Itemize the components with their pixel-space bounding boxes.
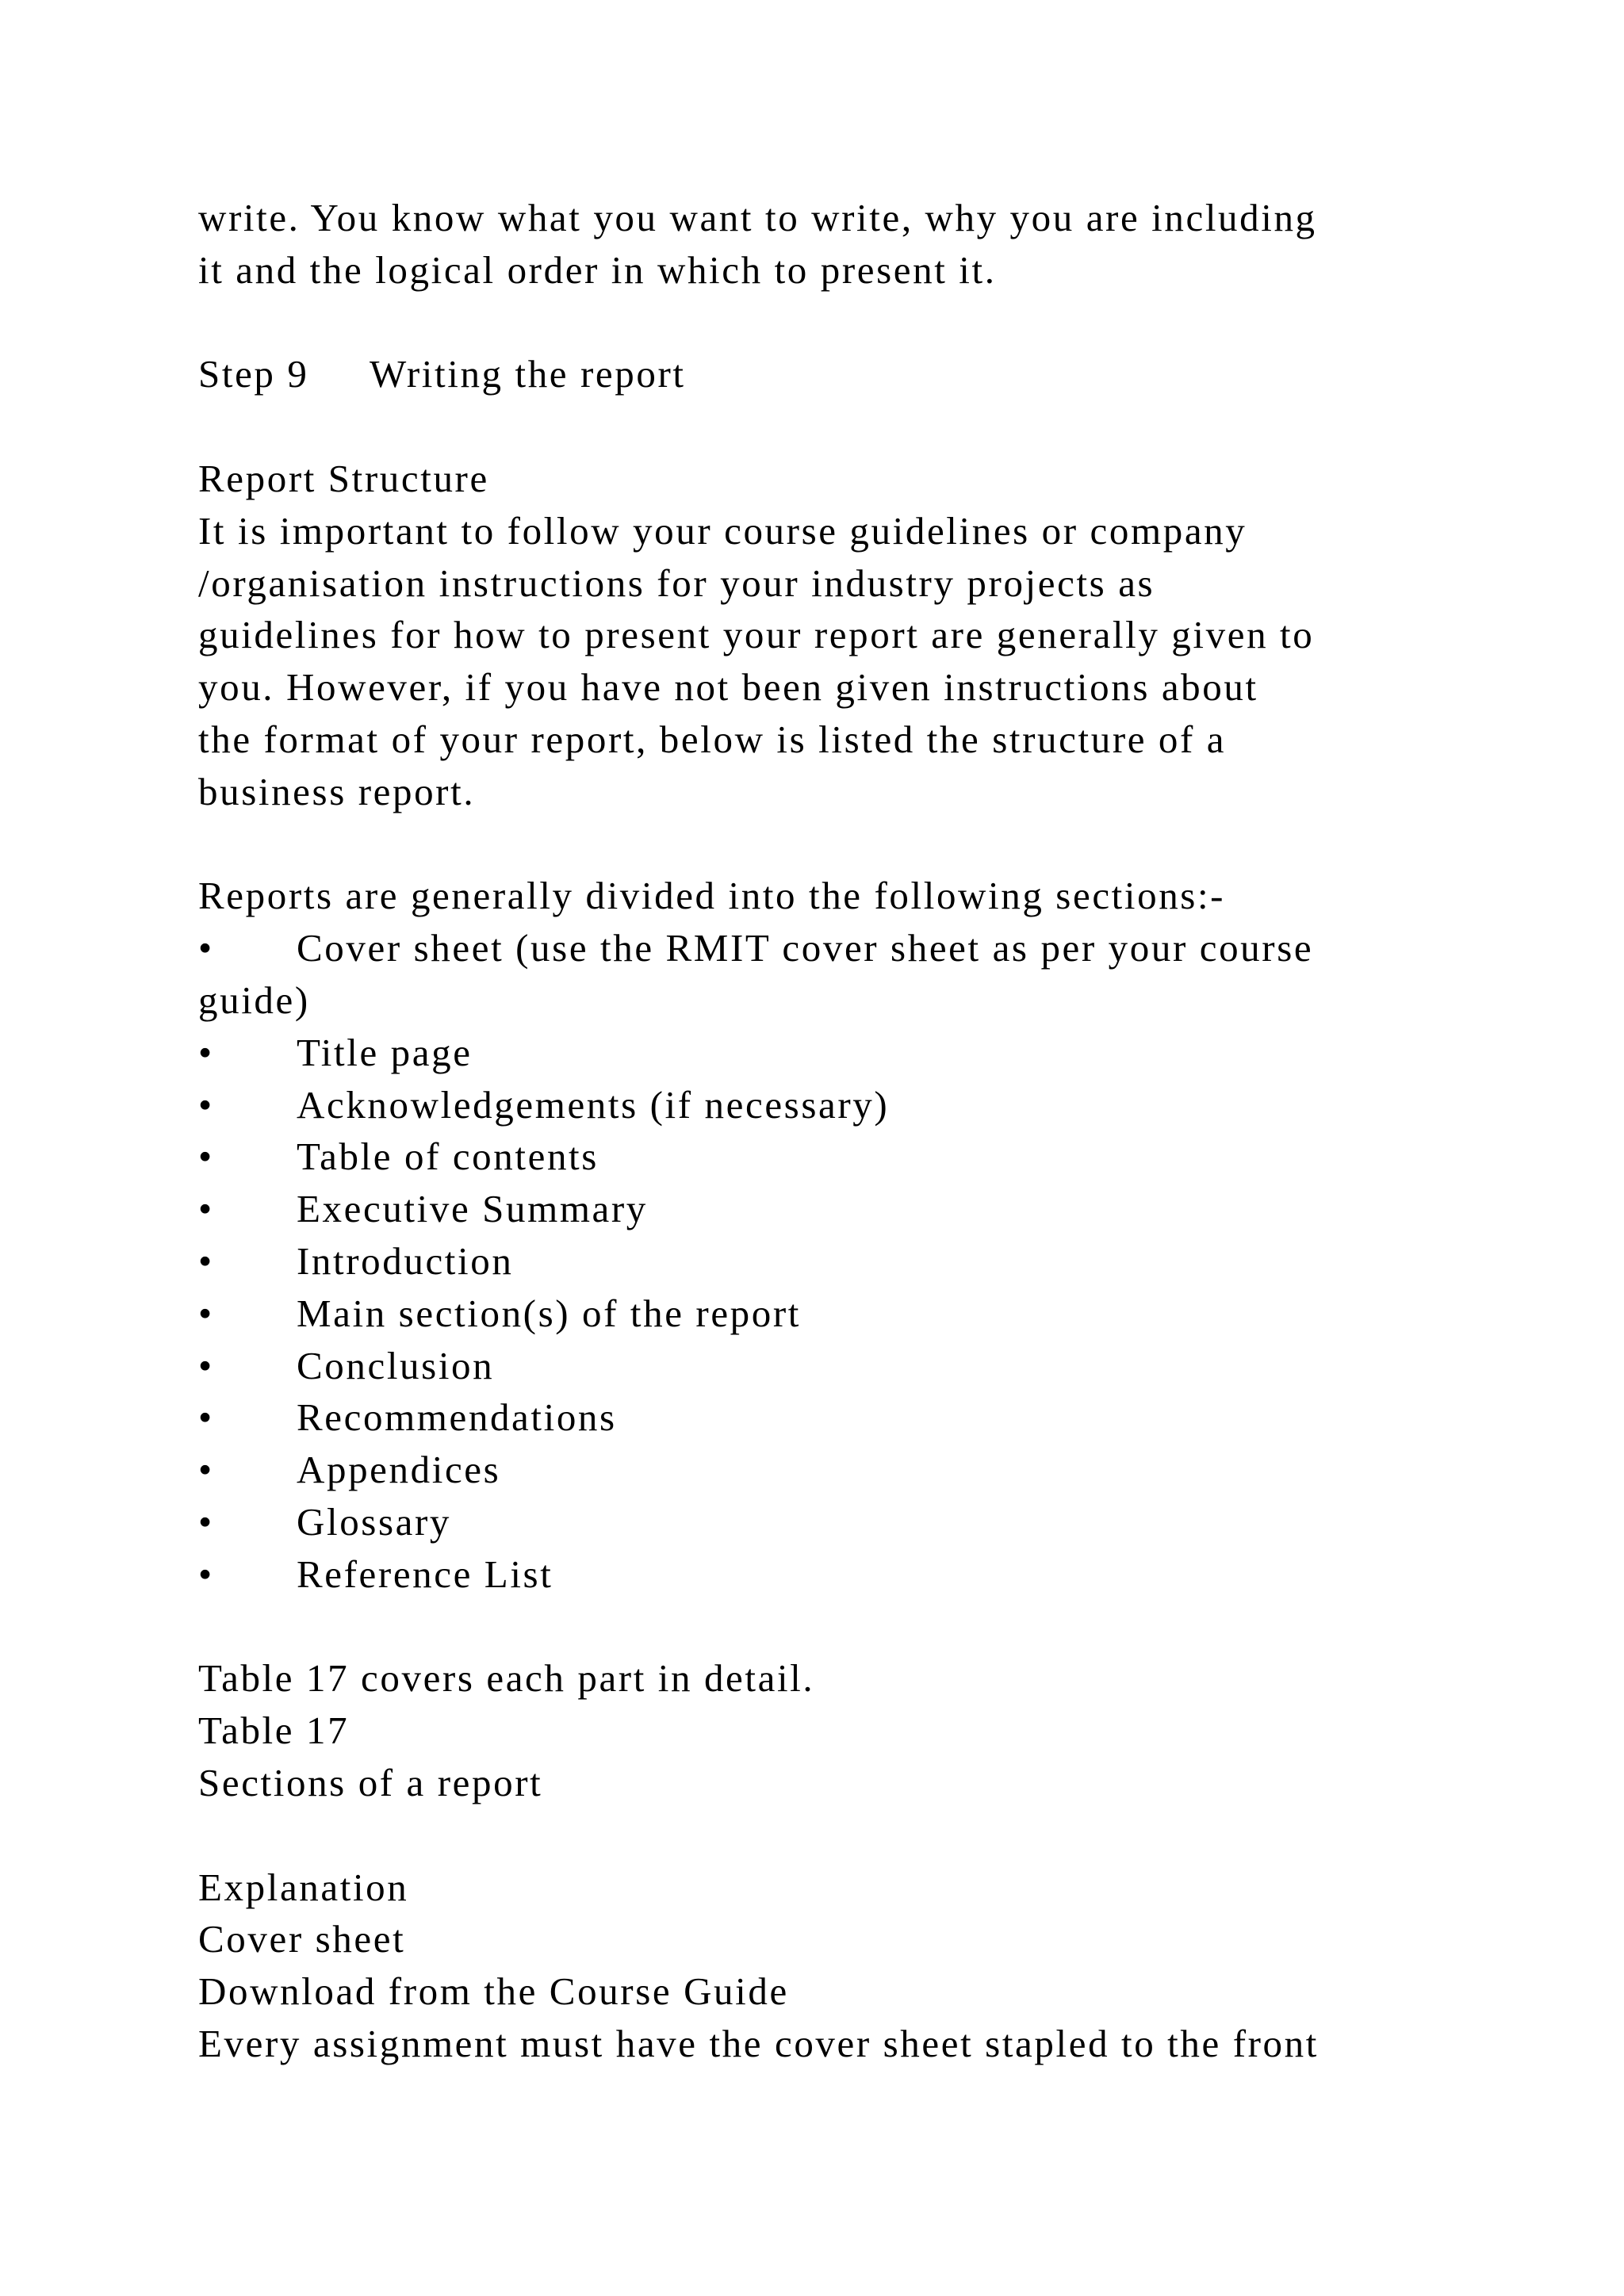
- list-item-label: Executive Summary: [297, 1187, 648, 1231]
- step-number: Step 9: [198, 352, 309, 396]
- paragraph-gap: [198, 400, 1515, 453]
- table-cell-every-assignment: Every assignment must have the cover sheet stapled to the front: [198, 2021, 1319, 2065]
- list-item: [198, 1288, 1515, 1340]
- list-item: [198, 922, 1515, 974]
- report-structure-line-1: It is important to follow your course guidelines or company: [198, 508, 1247, 553]
- list-item-label: Table of contents: [297, 1135, 599, 1179]
- paragraph-gap: [198, 1809, 1515, 1862]
- list-item-label: Recommendations: [297, 1395, 617, 1440]
- bullet-icon: •: [198, 1499, 214, 1544]
- paragraph-gap: [198, 1601, 1515, 1653]
- step-title: Writing the report: [370, 352, 686, 396]
- table-cell-cover-sheet: Cover sheet: [198, 1917, 406, 1961]
- list-item: [198, 1444, 1515, 1496]
- report-structure-heading: Report Structure: [198, 456, 489, 500]
- list-item: [198, 1079, 1515, 1131]
- table-number: Table 17: [198, 1709, 350, 1753]
- list-item-label: Conclusion: [297, 1343, 495, 1387]
- list-item: [198, 1235, 1515, 1288]
- bullet-icon: •: [198, 1552, 214, 1596]
- intro-line-1: write. You know what you want to write, why you are including: [198, 196, 1317, 239]
- report-structure-line-2: /organisation instructions for your industry projects as: [198, 561, 1155, 605]
- paragraph-gap: [198, 297, 1515, 349]
- list-item-label: Acknowledgements (if necessary): [297, 1082, 890, 1127]
- bullet-icon: •: [198, 1291, 214, 1335]
- paragraph-gap: [198, 818, 1515, 871]
- step-heading: [198, 348, 1515, 400]
- report-structure-line-3: guidelines for how to present your report are generally given to: [198, 613, 1315, 657]
- list-item-label: Reference List: [297, 1552, 553, 1596]
- bullet-icon: •: [198, 1343, 214, 1387]
- table-cell-download: Download from the Course Guide: [198, 1969, 789, 2014]
- list-item-label: Introduction: [297, 1238, 514, 1283]
- list-item-label: Glossary: [297, 1499, 452, 1544]
- list-item: [198, 1496, 1515, 1548]
- bullet-icon: •: [198, 926, 214, 970]
- bullet-icon: •: [198, 1238, 214, 1283]
- bullet-icon: •: [198, 1135, 214, 1179]
- intro-line-2: it and the logical order in which to present it.: [198, 247, 997, 292]
- report-structure-line-4: you. However, if you have not been given instructions about: [198, 665, 1258, 710]
- list-item-label: Appendices: [297, 1448, 501, 1492]
- sections-intro: Reports are generally divided into the following sections:-: [198, 874, 1226, 918]
- table-caption: Sections of a report: [198, 1760, 543, 1804]
- list-item-label: Title page: [297, 1030, 473, 1074]
- bullet-icon: •: [198, 1030, 214, 1074]
- list-item-continuation: guide): [198, 978, 310, 1022]
- list-item: [198, 1027, 1515, 1079]
- list-item: [198, 1391, 1515, 1444]
- table-reference-sentence: Table 17 covers each part in detail.: [198, 1656, 815, 1701]
- table-header-explanation: Explanation: [198, 1865, 409, 1909]
- document-body: [198, 192, 1515, 2070]
- list-item: [198, 1340, 1515, 1392]
- bullet-icon: •: [198, 1395, 214, 1440]
- report-structure-line-5: the format of your report, below is listed the structure of a: [198, 717, 1227, 761]
- list-item: [198, 1548, 1515, 1601]
- list-item-label: Main section(s) of the report: [297, 1291, 802, 1335]
- list-item-label: Cover sheet (use the RMIT cover sheet as per your course: [297, 926, 1314, 970]
- report-structure-line-6: business report.: [198, 769, 476, 813]
- list-item: [198, 1183, 1515, 1235]
- list-item: [198, 1131, 1515, 1183]
- bullet-icon: •: [198, 1082, 214, 1127]
- bullet-icon: •: [198, 1187, 214, 1231]
- bullet-icon: •: [198, 1448, 214, 1492]
